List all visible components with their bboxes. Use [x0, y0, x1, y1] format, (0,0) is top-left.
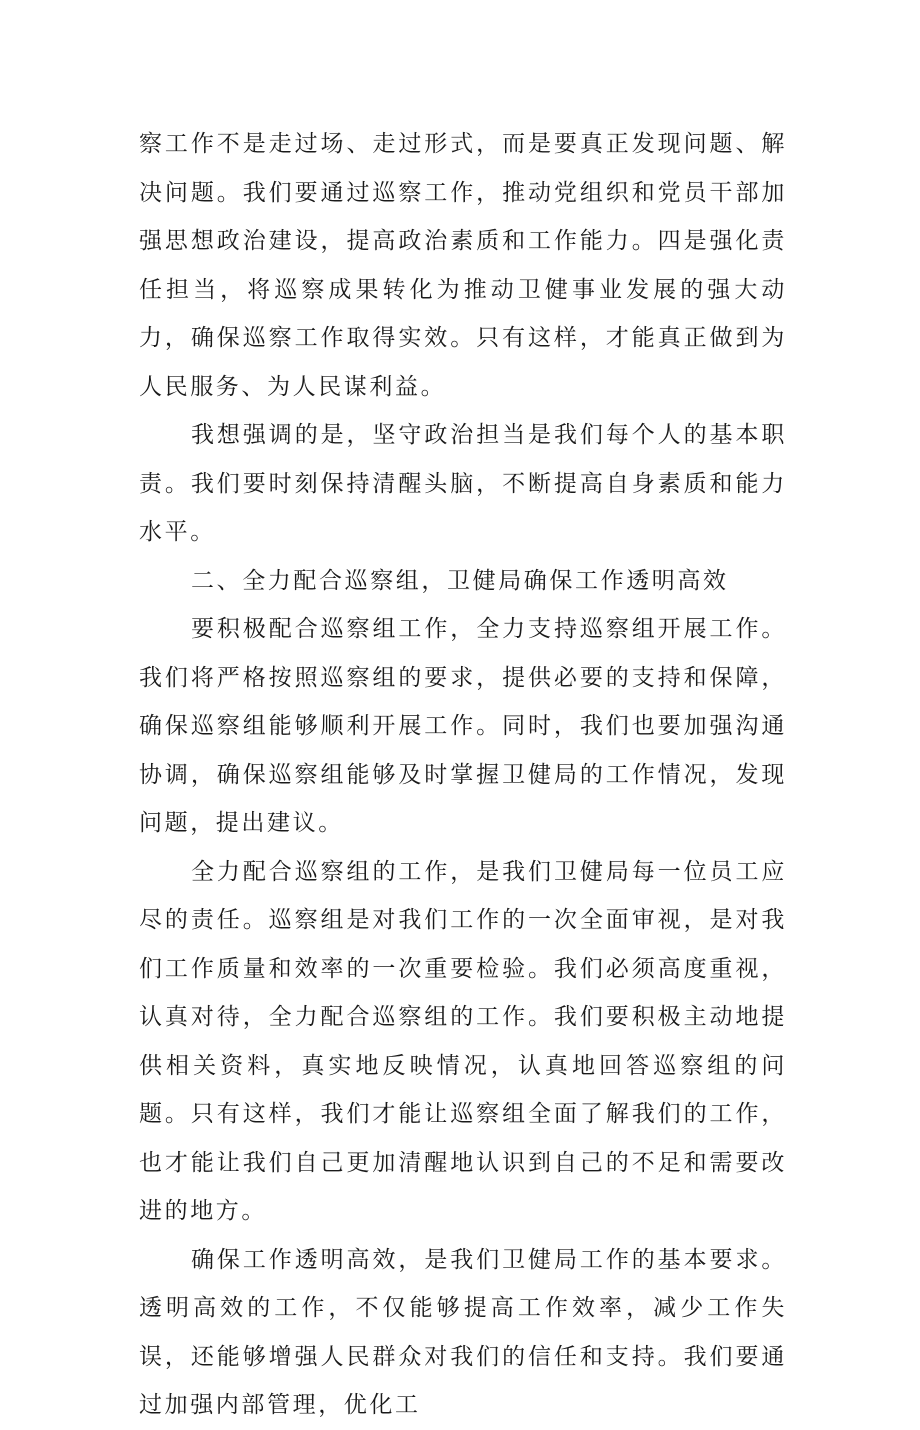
document-body — [139, 120, 787, 1430]
paragraph-staff-duty: 全力配合巡察组的工作，是我们卫健局每一位员工应尽的责任。巡察组是对我们工作的一次全面审视，是对我们工作质量和效率的一次重要检验。我们必须高度重视，认真对待，全力配合巡察组的工作。我们要积极主动地提供相关资料，真实地反映情况，认真地回答巡察组的问题。只有这样，我们才能让巡察组全面了解我们的工作，也才能让我们自己更加清醒地认识到自己的不足和需要改进的地方。 — [139, 858, 787, 1224]
paragraph-transparency: 确保工作透明高效，是我们卫健局工作的基本要求。透明高效的工作，不仅能够提高工作效率，减少工作失误，还能够增强人民群众对我们的信任和支持。我们要通过加强内部管理，优化工 — [139, 1246, 787, 1418]
paragraph-continuation: 察工作不是走过场、走过形式，而是要真正发现问题、解决问题。我们要通过巡察工作，推动党组织和党员干部加强思想政治建设，提高政治素质和工作能力。四是强化责任担当，将巡察成果转化为推动卫健事业发展的强大动力，确保巡察工作取得实效。只有这样，才能真正做到为人民服务、为人民谋利益。 — [139, 131, 787, 400]
paragraph-cooperation: 要积极配合巡察组工作，全力支持巡察组开展工作。我们将严格按照巡察组的要求，提供必要的支持和保障，确保巡察组能够顺利开展工作。同时，我们也要加强沟通协调，确保巡察组能够及时掌握卫健局的工作情况，发现问题，提出建议。 — [139, 616, 787, 836]
section-heading-2: 二、全力配合巡察组，卫健局确保工作透明高效 — [191, 567, 729, 594]
paragraph-political-responsibility: 我想强调的是，坚守政治担当是我们每个人的基本职责。我们要时刻保持清醒头脑，不断提高自身素质和能力水平。 — [139, 422, 787, 545]
